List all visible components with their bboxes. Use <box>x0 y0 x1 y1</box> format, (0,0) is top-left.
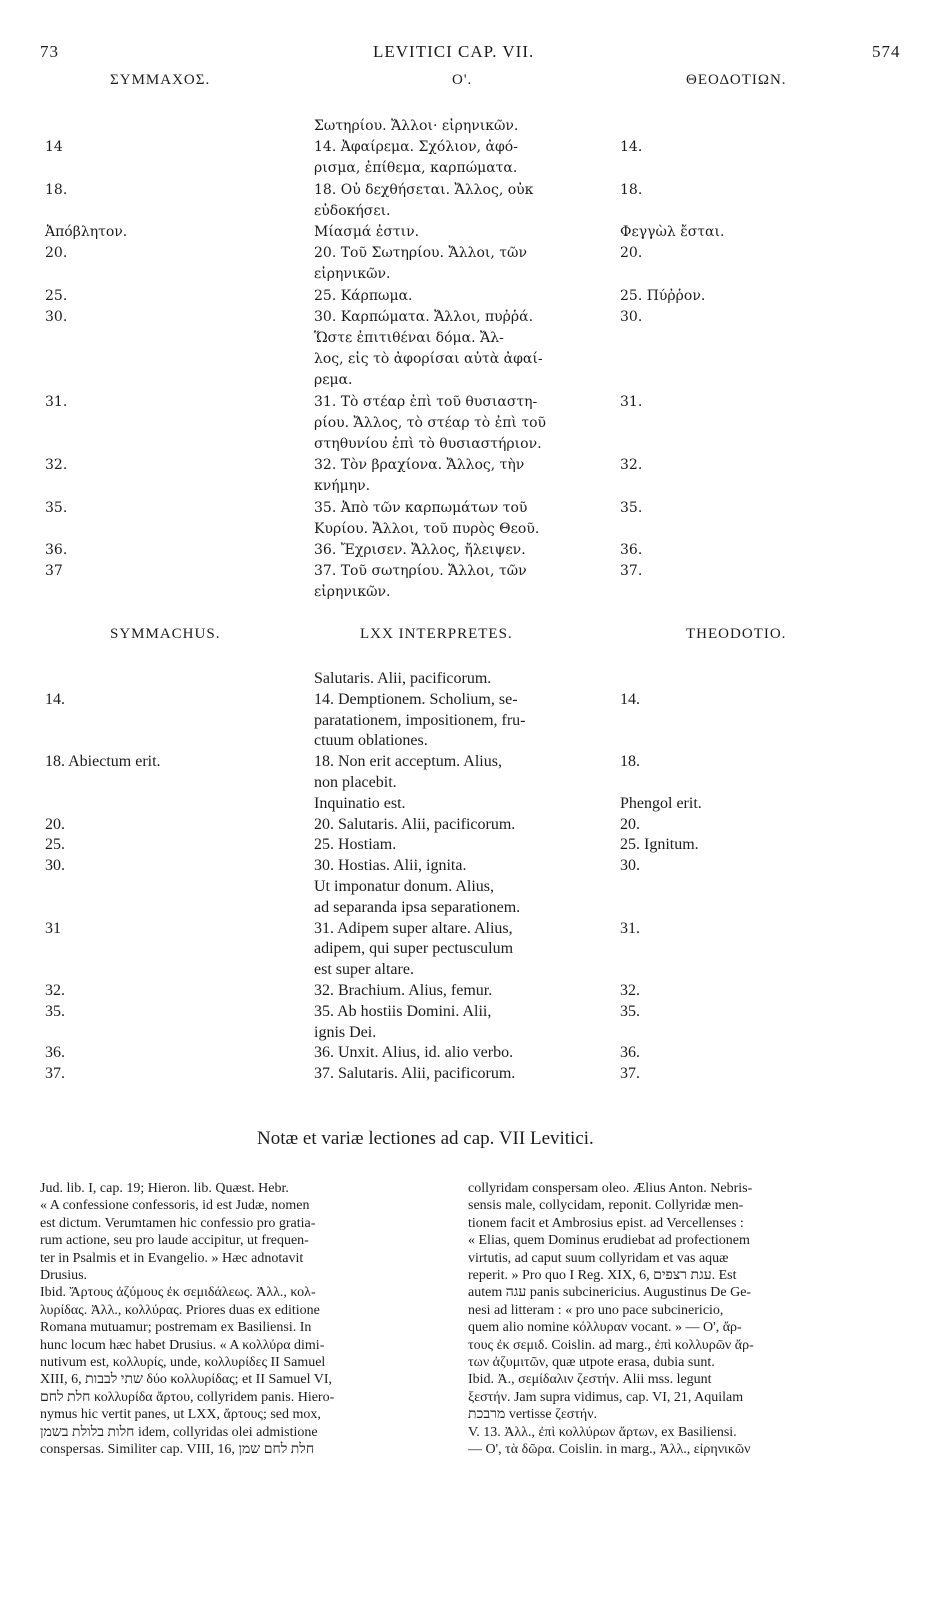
latin-lxx-cell: 20. Salutaris. Alii, pacificorum. <box>314 815 516 833</box>
latin-theodotion-cell: 37. <box>620 1065 640 1083</box>
greek-row <box>0 563 951 583</box>
latin-symmachus-cell: 32. <box>45 982 65 999</box>
greek-row <box>0 457 951 477</box>
greek-lxx-cell: λος, εἰς τὸ ἀφορίσαι αὐτὰ ἀφαί- <box>314 351 543 368</box>
latin-lxx-cell: est super altare. <box>314 961 414 979</box>
greek-col-symmachus: ΣΥΜΜΑΧΟΣ. <box>110 72 211 88</box>
latin-lxx-cell: 25. Hostiam. <box>314 836 397 854</box>
latin-col-symmachus: SYMMACHUS. <box>110 626 221 642</box>
notes-title: Notæ et variæ lectiones ad cap. VII Levitici. <box>257 1128 594 1149</box>
latin-lxx-cell: Inquinatio est. <box>314 794 406 812</box>
latin-theodotion-cell: 35. <box>620 1002 640 1020</box>
note-line: חלות בלולת בשמן idem, collyridas olei admistione <box>40 1424 318 1440</box>
greek-lxx-cell: Σωτηρίου. Ἄλλοι· εἰρηνικῶν. <box>314 118 519 134</box>
greek-theodotion-cell: 36. <box>620 542 643 558</box>
greek-theodotion-cell: 20. <box>620 245 643 262</box>
greek-theodotion-cell: 35. <box>620 499 643 516</box>
latin-lxx-cell: ignis Dei. <box>314 1023 377 1041</box>
latin-theodotion-cell: 25. Ignitum. <box>620 836 699 854</box>
latin-symmachus-cell: 18. Abiectum erit. <box>45 753 161 771</box>
greek-row <box>0 584 951 604</box>
page-number-right: 574 <box>872 42 901 61</box>
note-line: Drusius. <box>40 1268 88 1284</box>
greek-col-lxx: Ο'. <box>452 72 473 88</box>
latin-table <box>0 670 951 1110</box>
greek-symmachus-cell: 32. <box>45 457 68 474</box>
greek-theodotion-cell: 37. <box>620 563 643 580</box>
note-line: λυρίδας. Ἀλλ., κολλύρας. Priores duas ex editione <box>40 1302 320 1318</box>
greek-lxx-cell: 36. Ἔχρισεν. Ἄλλος, ἤλειψεν. <box>314 542 526 558</box>
note-line: reperit. » Pro quo I Reg. XIX, 6, עגת רצפים. Est <box>468 1268 737 1284</box>
greek-lxx-cell: στηθυνίου ἐπὶ τὸ θυσιαστήριον. <box>314 436 542 452</box>
latin-row <box>0 940 951 960</box>
greek-table <box>0 118 951 628</box>
greek-row <box>0 394 951 414</box>
greek-lxx-cell: εἰρηνικῶν. <box>314 266 391 283</box>
greek-symmachus-cell: 36. <box>45 542 68 558</box>
note-line: των ἀζυμιτῶν, quæ utpote erasa, dubia sunt. <box>468 1355 715 1371</box>
greek-theodotion-cell: 14. <box>620 139 643 156</box>
greek-row <box>0 139 951 159</box>
latin-symmachus-cell: 25. <box>45 836 65 854</box>
latin-symmachus-cell: 31 <box>45 919 61 937</box>
greek-row <box>0 415 951 435</box>
greek-lxx-cell: Ὥστε ἐπιτιθέναι δόμα. Ἄλ- <box>314 330 504 346</box>
note-line: « A confessione confessoris, id est Judæ, nomen <box>40 1198 310 1214</box>
note-line: מרבכת vertisse ζεστήν. <box>468 1407 598 1423</box>
greek-row <box>0 372 951 392</box>
latin-symmachus-cell: 30. <box>45 857 65 875</box>
note-line: hunc locum hæc habet Drusius. « A κολλύρα dimi- <box>40 1337 325 1353</box>
latin-symmachus-cell: 35. <box>45 1002 65 1020</box>
greek-lxx-cell: ρισμα, ἐπίθεμα, καρπώματα. <box>314 160 518 177</box>
latin-row <box>0 878 951 898</box>
note-line: τους ἐκ σεμιδ. Coislin. ad marg., ἐπὶ κολλυρῶν ἄρ- <box>468 1337 754 1353</box>
greek-lxx-cell: εὐδοκήσει. <box>314 202 391 219</box>
note-line: sensis male, collycidam, reponit. Collyridæ men- <box>468 1198 744 1214</box>
greek-theodotion-cell: Φεγγὼλ ἔσται. <box>620 224 725 240</box>
greek-row <box>0 160 951 180</box>
greek-symmachus-cell: Ἀπόβλητον. <box>45 224 128 240</box>
greek-lxx-cell: κνήμην. <box>314 478 371 495</box>
note-line: V. 13. Ἀλλ., ἐπὶ κολλύρων ἄρτων, ex Basiliensi. <box>468 1424 737 1440</box>
greek-symmachus-cell: 37 <box>45 563 63 580</box>
latin-row <box>0 836 951 856</box>
latin-theodotion-cell: 18. <box>620 753 640 771</box>
latin-lxx-cell: Ut imponatur donum. Alius, <box>314 878 494 895</box>
greek-symmachus-cell: 20. <box>45 245 68 262</box>
greek-symmachus-cell: 30. <box>45 308 68 325</box>
latin-row <box>0 732 951 752</box>
greek-theodotion-cell: 30. <box>620 308 643 325</box>
greek-row <box>0 309 951 329</box>
latin-row <box>0 753 951 773</box>
greek-lxx-cell: 31. Τὸ στέαρ ἐπὶ τοῦ θυσιαστη- <box>314 393 538 410</box>
note-line: ter in Psalmis et in Evangelio. » Hæc adnotavit <box>40 1250 304 1266</box>
note-line: Jud. lib. I, cap. 19; Hieron. lib. Quæst. Hebr. <box>40 1181 289 1196</box>
latin-theodotion-cell: 20. <box>620 815 640 833</box>
latin-row <box>0 774 951 794</box>
greek-row <box>0 118 951 138</box>
latin-lxx-cell: ad separanda ipsa separationem. <box>314 898 521 916</box>
note-line: XIII, 6, שתי לבבות δύο κολλυρίδας; et II Samuel VI, <box>40 1372 332 1388</box>
note-line: est dictum. Verumtamen hic confessio pro gratia- <box>40 1215 316 1231</box>
greek-theodotion-cell: 18. <box>620 181 643 198</box>
greek-row <box>0 436 951 456</box>
greek-row <box>0 542 951 562</box>
greek-lxx-cell: 30. Καρπώματα. Ἄλλοι, πυῤῥά. <box>314 308 534 325</box>
latin-symmachus-cell: 20. <box>45 815 65 833</box>
note-line: nutivum est, κολλυρίς, unde, κολλυρίδες II Samuel <box>40 1355 326 1371</box>
greek-lxx-cell: ρίου. Ἄλλος, τὸ στέαρ τὸ ἐπὶ τοῦ <box>314 414 547 431</box>
greek-col-theodotion: ΘΕΟΔΟΤΙΩΝ. <box>686 72 787 88</box>
latin-lxx-cell: 14. Demptionem. Scholium, se- <box>314 690 518 708</box>
greek-symmachus-cell: 18. <box>45 181 68 198</box>
note-line: Ibid. Ἀ., σεμίδαλιν ζεστήν. Alii mss. legunt <box>468 1372 712 1388</box>
greek-lxx-cell: Μίασμά ἐστιν. <box>314 224 420 240</box>
latin-theodotion-cell: 30. <box>620 857 640 875</box>
latin-row <box>0 712 951 732</box>
greek-theodotion-cell: 31. <box>620 393 643 410</box>
greek-lxx-cell: 14. Ἀφαίρεμα. Σχόλιον, ἀφό- <box>314 139 518 156</box>
note-line: quem alio nomine κόλλυραν vocant. » — Ο', ἄρ- <box>468 1320 742 1336</box>
note-line: « Elias, quem Dominus erudiebat ad profectionem <box>468 1233 750 1249</box>
note-line: nymus hic vertit panes, ut LXX, ἄρτους; sed mox, <box>40 1407 321 1423</box>
latin-lxx-cell: 31. Adipem super altare. Alius, <box>314 919 513 937</box>
latin-row <box>0 795 951 815</box>
note-line: autem עגה panis subcinericius. Augustinus De Ge- <box>468 1285 752 1301</box>
greek-row <box>0 266 951 286</box>
latin-row <box>0 816 951 836</box>
note-line: rum actione, seu pro laude accipitur, ut frequen- <box>40 1233 309 1249</box>
latin-row <box>0 691 951 711</box>
greek-row <box>0 224 951 244</box>
greek-row <box>0 245 951 265</box>
latin-lxx-cell: 37. Salutaris. Alii, pacificorum. <box>314 1065 516 1083</box>
greek-lxx-cell: 32. Τὸν βραχίονα. Ἄλλος, τὴν <box>314 457 525 474</box>
latin-col-lxx: LXX INTERPRETES. <box>360 626 513 642</box>
greek-lxx-cell: 18. Οὐ δεχθήσεται. Ἄλλος, οὐκ <box>314 181 534 198</box>
latin-row <box>0 1024 951 1044</box>
note-line: tionem facit et Ambrosius epist. ad Vercellenses : <box>468 1215 744 1231</box>
latin-row <box>0 1065 951 1085</box>
greek-row <box>0 288 951 308</box>
latin-lxx-cell: 30. Hostias. Alii, ignita. <box>314 857 467 875</box>
latin-theodotion-cell: Phengol erit. <box>620 794 702 812</box>
latin-symmachus-cell: 37. <box>45 1065 65 1083</box>
latin-lxx-cell: ctuum oblationes. <box>314 732 428 750</box>
latin-row <box>0 670 951 690</box>
latin-row <box>0 961 951 981</box>
running-title: LEVITICI CAP. VII. <box>373 42 535 61</box>
latin-row <box>0 982 951 1002</box>
greek-row <box>0 478 951 498</box>
latin-row <box>0 920 951 940</box>
latin-lxx-cell: 35. Ab hostiis Domini. Alii, <box>314 1002 492 1020</box>
greek-lxx-cell: Κυρίου. Ἄλλοι, τοῦ πυρὸς Θεοῦ. <box>314 520 540 537</box>
greek-lxx-cell: 35. Ἀπὸ τῶν καρπωμάτων τοῦ <box>314 499 528 516</box>
greek-row <box>0 500 951 520</box>
latin-lxx-cell: 32. Brachium. Alius, femur. <box>314 982 493 999</box>
greek-theodotion-cell: 25. Πύῤῥον. <box>620 287 706 304</box>
greek-row <box>0 203 951 223</box>
latin-row <box>0 857 951 877</box>
latin-symmachus-cell: 36. <box>45 1044 65 1062</box>
notes-left-column <box>40 1180 460 1459</box>
latin-row <box>0 1044 951 1064</box>
latin-theodotion-cell: 14. <box>620 690 640 708</box>
greek-symmachus-cell: 14 <box>45 139 63 156</box>
latin-lxx-cell: non placebit. <box>314 774 397 791</box>
latin-theodotion-cell: 36. <box>620 1044 640 1062</box>
latin-lxx-cell: 36. Unxit. Alius, id. alio verbo. <box>314 1044 514 1062</box>
latin-symmachus-cell: 14. <box>45 690 65 708</box>
note-line: conspersas. Similiter cap. VIII, 16, חלת לחם שמן <box>40 1442 315 1458</box>
greek-lxx-cell: εἰρηνικῶν. <box>314 584 391 601</box>
note-line: nesi ad litteram : « pro uno pace subcinericio, <box>468 1302 724 1318</box>
latin-lxx-cell: paratationem, impositionem, fru- <box>314 711 526 729</box>
greek-lxx-cell: 20. Τοῦ Σωτηρίου. Ἄλλοι, τῶν <box>314 245 527 262</box>
note-line: virtutis, ad caput suum collyridam et vas aquæ <box>468 1250 729 1266</box>
greek-symmachus-cell: 35. <box>45 499 68 516</box>
greek-lxx-cell: 37. Τοῦ σωτηρίου. Ἄλλοι, τῶν <box>314 563 527 580</box>
note-line: חלת לחם κολλυρίδα ἄρτου, collyridem panis. Hiero- <box>40 1389 335 1405</box>
latin-lxx-cell: Salutaris. Alii, pacificorum. <box>314 670 492 687</box>
latin-theodotion-cell: 32. <box>620 982 640 999</box>
page-number-left: 73 <box>40 42 59 61</box>
greek-row <box>0 521 951 541</box>
greek-row <box>0 182 951 202</box>
latin-row <box>0 899 951 919</box>
greek-symmachus-cell: 31. <box>45 393 68 410</box>
latin-lxx-cell: adipem, qui super pectusculum <box>314 940 514 958</box>
note-line: — Ο', τὰ δῶρα. Coislin. in marg., Ἀλλ., εἰρηνικῶν <box>468 1442 751 1458</box>
note-line: ξεστήν. Jam supra vidimus, cap. VI, 21, Aquilam <box>468 1389 744 1405</box>
greek-theodotion-cell: 32. <box>620 457 643 474</box>
notes-right-column <box>468 1180 888 1459</box>
latin-col-theodotion: THEODOTIO. <box>686 626 787 642</box>
greek-lxx-cell: ρεμα. <box>314 372 353 389</box>
greek-row <box>0 351 951 371</box>
greek-row <box>0 330 951 350</box>
note-line: Romana mutuamur; postremam ex Basiliensi. In <box>40 1320 312 1336</box>
greek-lxx-cell: 25. Κάρπωμα. <box>314 287 413 304</box>
note-line: collyridam conspersam oleo. Ælius Anton. Nebris- <box>468 1181 753 1196</box>
latin-row <box>0 1003 951 1023</box>
greek-symmachus-cell: 25. <box>45 287 68 304</box>
latin-lxx-cell: 18. Non erit acceptum. Alius, <box>314 753 502 771</box>
note-line: Ibid. Ἄρτους ἀζύμους ἐκ σεμιδάλεως. Ἀλλ., κολ- <box>40 1285 316 1301</box>
latin-theodotion-cell: 31. <box>620 919 640 937</box>
